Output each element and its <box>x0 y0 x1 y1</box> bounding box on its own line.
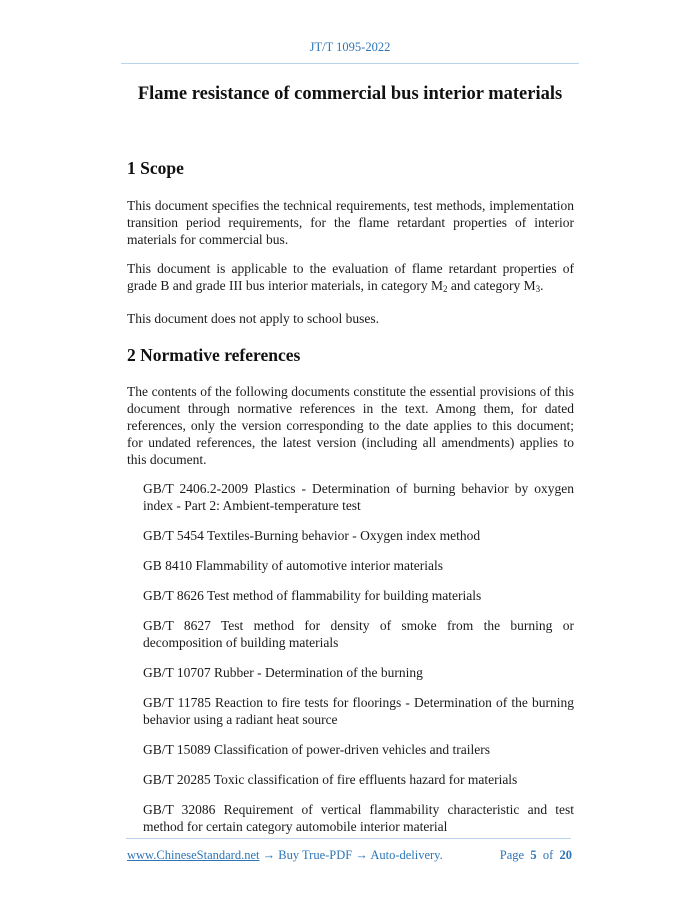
reference-item: GB 8410 Flammability of automotive interior materials <box>143 558 443 573</box>
scope-paragraph-1: This document specifies the technical requirements, test methods, implementation transition period requirements, for the flame retardant properties of interior materials for commercial bus. <box>127 198 574 247</box>
scope-p2-text-a: This document is applicable to the evaluation of flame retardant properties of grade B and grade III bus interior materials, in category M <box>127 261 574 293</box>
subscript-3: 3 <box>535 284 541 294</box>
reference-list <box>127 480 574 835</box>
document-body <box>127 158 574 848</box>
page-footer <box>127 848 572 863</box>
reference-item: GB/T 32086 Requirement of vertical flammability characteristic and test method for certain category automobile interior material <box>143 802 574 834</box>
footer-divider <box>126 838 571 839</box>
header-divider <box>121 63 579 64</box>
buy-true-pdf-text: Buy True-PDF <box>278 848 353 862</box>
scope-paragraph-3: This document does not apply to school buses. <box>127 311 379 326</box>
document-title: Flame resistance of commercial bus interior materials <box>137 84 563 104</box>
subscript-2: 2 <box>443 284 448 294</box>
page-of: of <box>542 848 554 862</box>
section-heading-scope: 1 Scope <box>127 158 184 178</box>
reference-item: GB/T 2406.2-2009 Plastics - Determination of burning behavior by oxygen index - Part 2: Ambient-temperature test <box>143 481 574 513</box>
chinesestandard-link[interactable]: www.ChineseStandard.net <box>127 848 260 862</box>
reference-item: GB/T 11785 Reaction to fire tests for floorings - Determination of the burning behavior using a radiant heat source <box>143 695 574 727</box>
scope-paragraph-2 <box>127 260 574 298</box>
reference-item: GB/T 15089 Classification of power-driven vehicles and trailers <box>143 742 491 757</box>
footer-left <box>127 848 443 863</box>
auto-delivery-text: Auto-delivery. <box>370 848 443 862</box>
reference-item: GB/T 10707 Rubber - Determination of the burning <box>143 665 423 680</box>
page-label: Page <box>499 848 525 862</box>
arrow-right-icon: → <box>352 848 371 862</box>
scope-p2-text-b: and category M <box>447 278 536 293</box>
reference-item: GB/T 20285 Toxic classification of fire effluents hazard for materials <box>143 772 518 787</box>
normative-intro-paragraph: The contents of the following documents constitute the essential provisions of this document through normative references in the text. Among them, for dated references, only the version corresponding to the date applies to this document; for undated references, the latest version (including all amendments) applies to this document. <box>127 384 574 467</box>
reference-item: GB/T 8626 Test method of flammability for building materials <box>143 588 482 603</box>
section-heading-normative-references: 2 Normative references <box>127 345 301 365</box>
header-doc-code: JT/T 1095-2022 <box>309 40 391 54</box>
page-indicator <box>500 848 572 863</box>
page-current: 5 <box>530 848 537 862</box>
scope-p2-text-c: . <box>540 278 544 293</box>
reference-item: GB/T 5454 Textiles-Burning behavior - Oxygen index method <box>143 528 481 543</box>
reference-item: GB/T 8627 Test method for density of smoke from the burning or decomposition of building materials <box>143 618 574 650</box>
arrow-right-icon: → <box>259 848 279 862</box>
page-total: 20 <box>559 848 572 862</box>
